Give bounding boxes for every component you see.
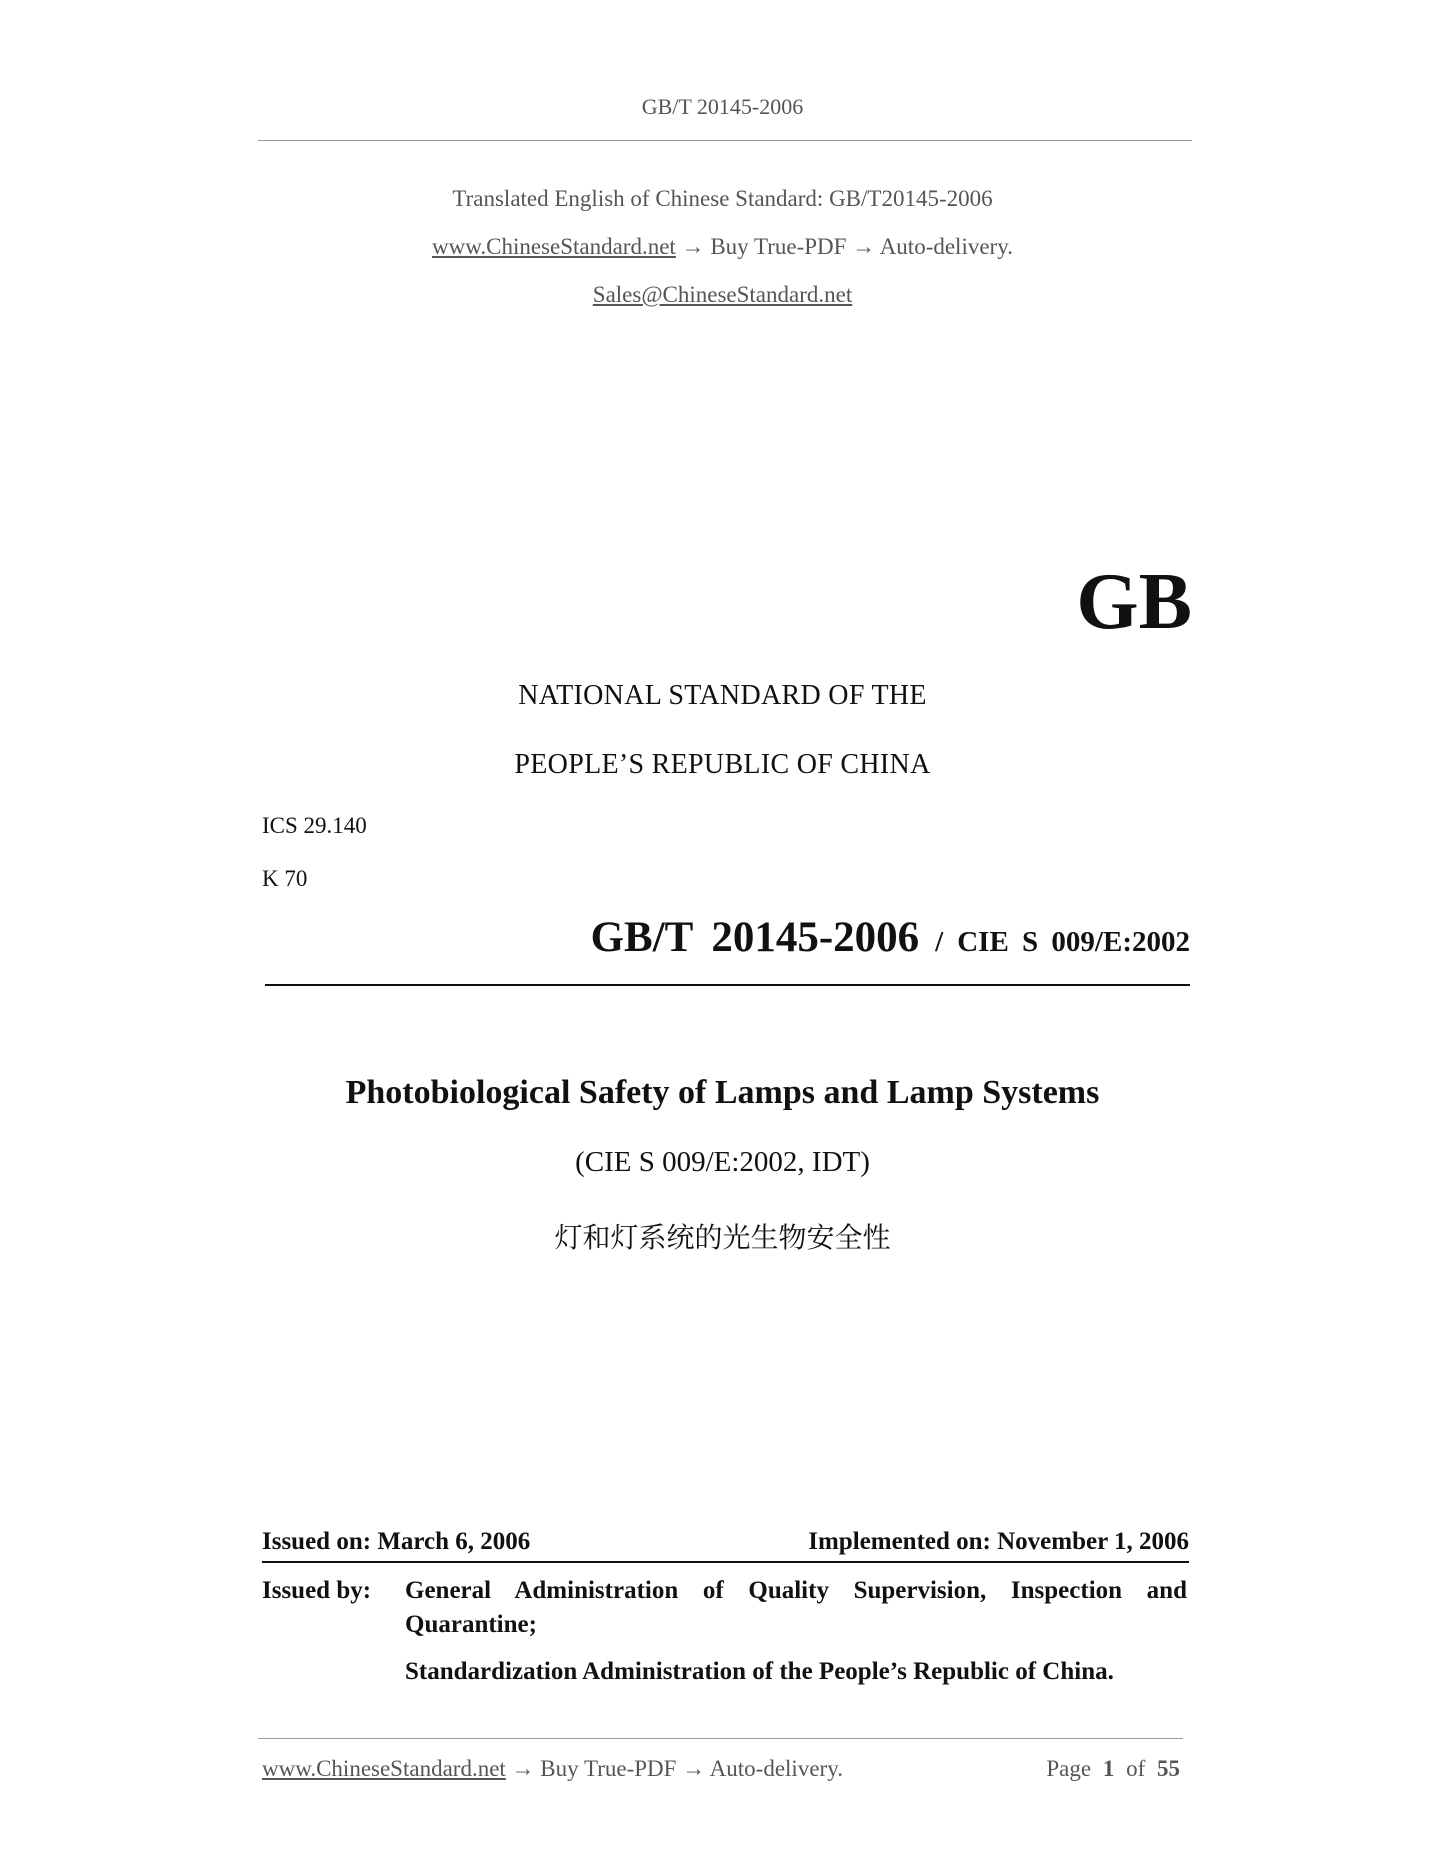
gb-mark: GB bbox=[1076, 558, 1192, 646]
right-arrow-icon: → bbox=[681, 234, 705, 259]
buy-text: Buy True-PDF bbox=[710, 234, 847, 259]
footer-buy-text: Buy True-PDF bbox=[540, 1756, 677, 1781]
title-chinese: 灯和灯系统的光生物安全性 bbox=[554, 1221, 891, 1254]
site-link[interactable]: www.ChineseStandard.net bbox=[432, 234, 676, 259]
issuer-1-line-1: General Administration of Quality Supervision, Inspection and bbox=[405, 1577, 1187, 1604]
page-indicator bbox=[1046, 1756, 1180, 1782]
title-english: Photobiological Safety of Lamps and Lamp Systems bbox=[345, 1074, 1100, 1111]
footer-site-link[interactable]: www.ChineseStandard.net bbox=[262, 1756, 506, 1781]
issuer-2: Standardization Administration of the People’s Republic of China. bbox=[405, 1658, 1114, 1685]
page-label: Page bbox=[1046, 1756, 1092, 1781]
ics-code: ICS 29.140 bbox=[262, 813, 367, 838]
page-number: 1 bbox=[1102, 1756, 1115, 1781]
buy-line bbox=[0, 234, 1445, 260]
right-arrow-icon: → bbox=[682, 1756, 706, 1781]
implemented-on: Implemented on: November 1, 2006 bbox=[808, 1528, 1189, 1555]
running-header: GB/T 20145-2006 bbox=[641, 94, 804, 119]
footer-rule bbox=[258, 1738, 1183, 1739]
national-line-1: NATIONAL STANDARD OF THE bbox=[518, 680, 927, 711]
issued-on: Issued on: March 6, 2006 bbox=[262, 1528, 531, 1555]
standard-number: GB/T 20145-2006 bbox=[590, 914, 920, 961]
ccs-code: K 70 bbox=[262, 866, 308, 891]
email-link[interactable]: Sales@ChineseStandard.net bbox=[592, 282, 853, 307]
delivery-text: Auto-delivery. bbox=[879, 234, 1013, 259]
of-label: of bbox=[1126, 1756, 1146, 1781]
header-rule bbox=[258, 140, 1192, 141]
standard-rule bbox=[265, 984, 1190, 986]
footer-delivery-text: Auto-delivery. bbox=[709, 1756, 843, 1781]
email-line bbox=[0, 282, 1445, 308]
footer-buy-line bbox=[262, 1756, 843, 1782]
page-total: 55 bbox=[1157, 1756, 1180, 1781]
standard-slash: / bbox=[935, 926, 944, 958]
translation-line: Translated English of Chinese Standard: GB/T20145-2006 bbox=[452, 186, 993, 211]
adoption-note: (CIE S 009/E:2002, IDT) bbox=[575, 1146, 870, 1178]
right-arrow-icon: → bbox=[511, 1756, 535, 1781]
equivalent-standard: CIE S 009/E:2002 bbox=[957, 926, 1190, 958]
national-line-2: PEOPLE’S REPUBLIC OF CHINA bbox=[514, 749, 931, 780]
issued-by-label: Issued by: bbox=[262, 1577, 372, 1604]
standard-number-line bbox=[591, 916, 1190, 959]
right-arrow-icon: → bbox=[852, 234, 876, 259]
issuer-1-line-2: Quarantine; bbox=[405, 1611, 537, 1638]
dates-rule bbox=[262, 1561, 1189, 1563]
